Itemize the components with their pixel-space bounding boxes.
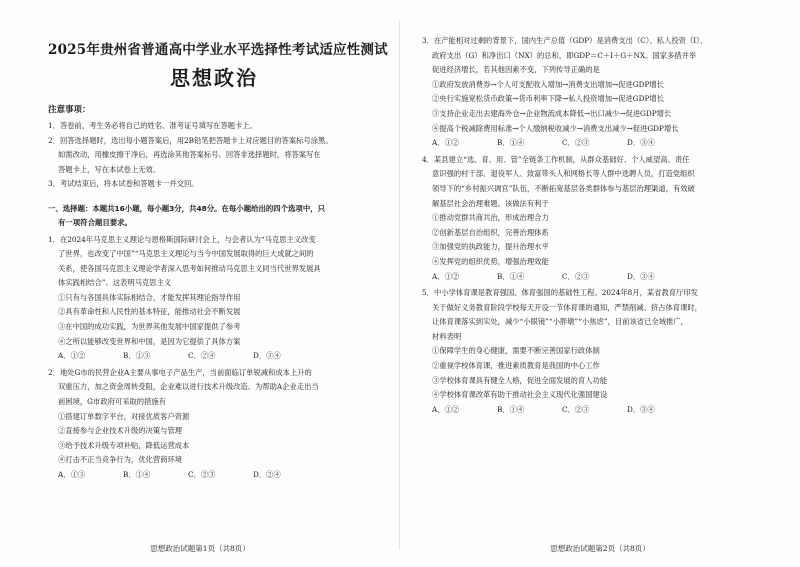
notice-title: 注意事项：	[48, 105, 91, 115]
option-line: ②具有革命性和人民性的基本特征，能推动社会不断发展	[58, 307, 241, 317]
choice-a: A．①②	[58, 351, 86, 361]
choice-c: C．②③	[562, 271, 590, 281]
section-line: 一、选择题：本题共16小题，每小题3分，共48分。在每小题给出的四个选项中，只	[48, 203, 325, 213]
option-line: ④提高个税减除费用标准→个人缴纳税收减少→消费支出减少→促进GDP增长	[432, 123, 679, 133]
question-stem-line: 5．中小学体育课是教育强国、体育强国的基础性工程。2024年8月，某省教育厅印发	[422, 288, 698, 298]
choice-c: C．②③	[562, 138, 590, 148]
question-stem-line: 让体育课落实到实处，减少“小眼镜”“小胖墩”“小焦虑”，目前该省已全域推广，	[432, 317, 688, 327]
notice-item-cont: 如需改动，用橡皮擦干净后，再选涂其他答案标号。回答非选择题时，将答案写在	[58, 150, 321, 159]
question-stem-line: 2．地处G市的民营企业A主要从事电子产品生产，当前面临订单锐减和成本上升的	[48, 367, 312, 377]
answer-choices	[422, 136, 776, 151]
choice-c: C．②④	[188, 351, 216, 361]
question-stem-line: 政府支出（G）和净出口（NX）的总和，即GDP＝C＋I＋G＋NX。国家多措并举	[432, 50, 697, 60]
answer-choices	[422, 270, 776, 285]
question-2	[48, 366, 380, 483]
option-line: ④之所以能够改变世界和中国，是因为它提供了具体方案	[58, 336, 241, 346]
option-line: ①政府发放消费券→个人可支配收入增加→消费支出增加→促进GDP增长	[432, 79, 664, 89]
page-2	[400, 0, 800, 567]
option-line: ③加强党的执政能力，提升治理水平	[432, 242, 549, 252]
question-stem-line: 双重压力，加之资金周转受阻，企业难以进行技术升级改造。为帮助A企业走出当	[58, 382, 319, 392]
notice-item-cont: 答题卡上，写在本试卷上无效。	[58, 164, 161, 174]
choice-a: A．①③	[58, 470, 86, 479]
option-line: ③支持企业走出去建海外仓→企业物流成本降低→出口减少→促进GDP增长	[432, 108, 672, 118]
question-stem-line: 领导下的“乡村振兴调官”队伍，不断拓宽基层各类群体参与基层治理渠道，有效破	[432, 183, 695, 193]
choice-d: D．②④	[253, 470, 281, 479]
choice-b: B．①③	[123, 351, 151, 361]
choice-b: B．①④	[497, 271, 525, 281]
option-line: ③在中国的成功实践，为世界其他发展中国家提供了参考	[58, 322, 241, 332]
option-line: ②创新基层自治组织，完善治理体系	[432, 227, 549, 237]
question-stem-line: 材料表明	[432, 331, 462, 341]
choice-b: B．①④	[497, 404, 525, 414]
question-stem-line: 促进经济增长，若其他因素不变，下列传导正确的是	[432, 65, 600, 75]
question-stem-line: 解基层社会治理难题。该做法有利于	[432, 198, 549, 208]
exam-title: 2025年贵州省普通高中学业水平选择性考试适应性测试	[48, 42, 388, 58]
question-3	[422, 34, 776, 151]
choice-c: C．②③	[562, 404, 590, 414]
answer-choices	[422, 403, 776, 418]
choice-b: B．①④	[497, 138, 525, 148]
choice-a: A．①②	[432, 138, 460, 148]
answer-choices	[48, 468, 380, 483]
option-line: ④打击不正当竞争行为，优化营商环境	[58, 455, 183, 465]
option-line: ④发挥党的组织优势，增强治理效能	[432, 256, 549, 266]
option-line: ④学校体育课改革有助于推动社会主义现代化强国建设	[432, 390, 608, 400]
option-line: ③学校体育课具有健全人格，促进全面发展的育人功能	[432, 375, 608, 385]
question-stem-line: 了世界，也改变了中国”“马克思主义理论与当今中国发展取得的巨大成就之间的	[58, 249, 314, 259]
choice-b: B．①④	[123, 470, 151, 479]
question-stem-line: 关系，使各国马克思主义理论学者深入思考如何推动马克思主义同当代世界发展具	[58, 263, 321, 273]
option-line: ①保障学生的身心健康，需要不断完善国家行政体制	[432, 346, 600, 356]
notice-list	[48, 119, 380, 192]
notice-item: 1．答卷前，考生务必将自己的姓名、准考证号填写在答题卡上。	[48, 121, 257, 130]
page-footer: 思想政治试题第1页（共8页）	[150, 544, 250, 553]
notice-item: 2．回答选择题时，选出每小题答案后，用2B铅笔把答题卡上对应题目的答案标号涂黑。	[48, 135, 333, 145]
option-line: ②直接参与企业技术升级的决策与管理	[58, 426, 183, 436]
question-stem-line: 关于做好义务教育阶段学校每天开设一节体育课的通知，严禁削减、挤占体育课时，	[432, 302, 702, 312]
question-stem-line: 1．在2024年马克思主义理论与恩格斯国际研讨会上，与会者认为“马克思主义改变	[48, 234, 316, 244]
question-stem-line: 意识强的村干部、退役军人、致富带头人和网格长等人群中选聘人员，打造党组织	[432, 169, 695, 179]
choice-c: C．②③	[188, 470, 216, 479]
option-line: ②央行实施宽松货币政策→货币利率下降→私人投资增加→促进GDP增长	[432, 94, 664, 104]
question-stem-line: 3．在产能相对过剩的背景下，国内生产总值（GDP）是消费支出（C）、私人投资（I）、	[422, 36, 708, 45]
option-line: ①推动党群共商共治，形成治理合力	[432, 213, 549, 223]
subject-title: 思想政治	[170, 66, 258, 90]
question-5	[422, 286, 776, 417]
question-stem-line: 体实践相结合”。这表明马克思主义	[58, 278, 172, 288]
option-line: ②重视学校体育课，推进素质教育是我国的中心工作	[432, 361, 600, 371]
choice-a: A．①②	[432, 271, 460, 281]
question-stem-line: 4．某县建立“选、育、用、管”全链条工作机制，从群众基础好、个人威望高、责任	[422, 154, 690, 164]
choice-d: D．③④	[627, 404, 655, 414]
notice-item: 3．考试结束后，将本试卷和答题卡一并交回。	[48, 179, 199, 188]
section-line: 有一项符合题目要求。	[58, 218, 132, 227]
answer-choices	[48, 349, 380, 364]
choice-a: A．①②	[432, 404, 460, 414]
question-1	[48, 233, 380, 364]
question-stem-line: 前困境，G市政府可采取的措施有	[58, 397, 166, 407]
option-line: ①搭建订单数字平台，对接优质客户资源	[58, 411, 190, 421]
section-1-heading	[48, 202, 380, 231]
choice-d: D．③④	[253, 351, 281, 361]
choice-d: D．③④	[627, 271, 655, 281]
option-line: ③给予技术升级专项补贴，降低运营成本	[58, 440, 190, 450]
question-4	[422, 153, 776, 284]
page-footer: 思想政治试题第2页（共8页）	[550, 544, 650, 553]
choice-d: D．③④	[627, 138, 655, 148]
option-line: ①只有与各国具体实际相结合，才能发挥其理论指导作用	[58, 292, 241, 302]
